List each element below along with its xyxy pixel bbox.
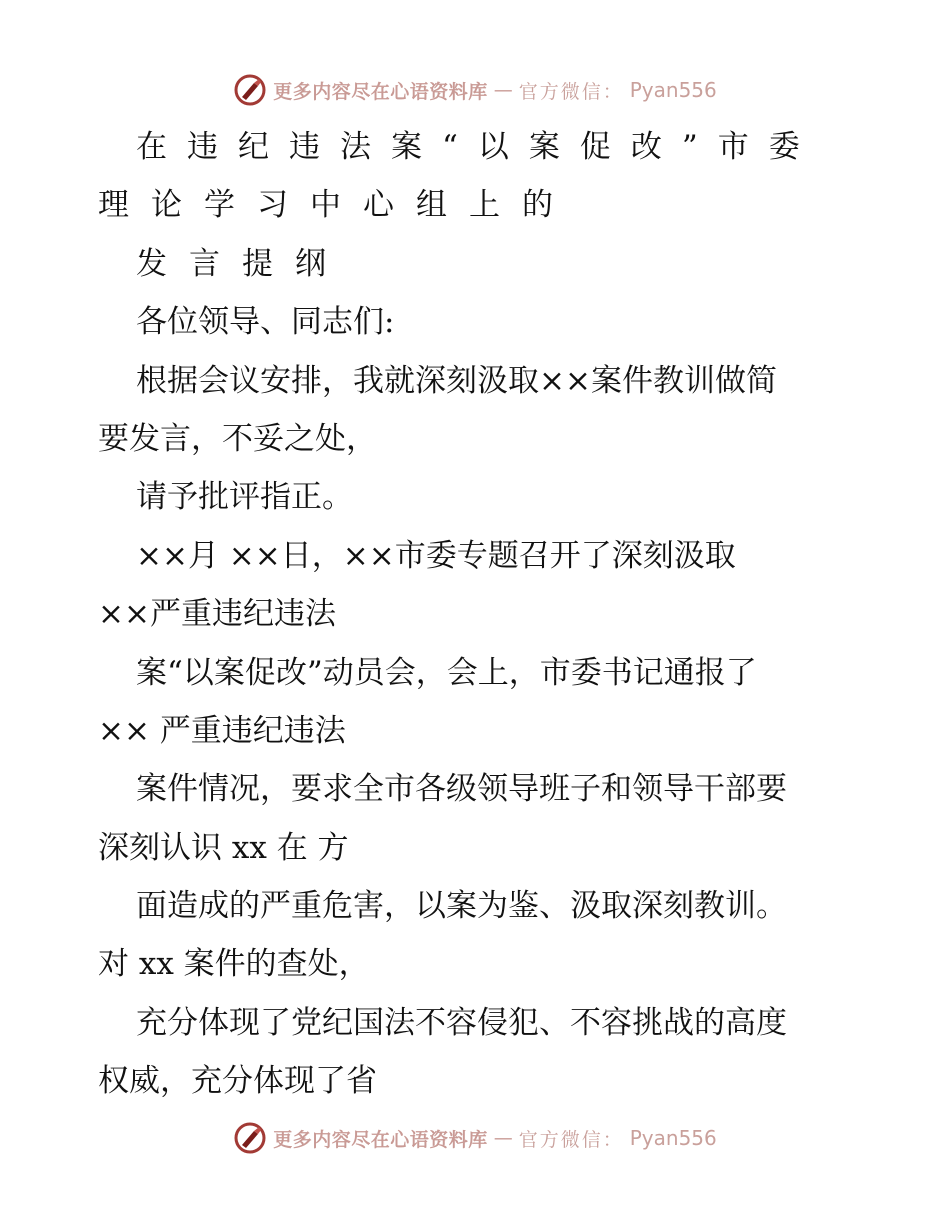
pen-logo-icon bbox=[233, 1121, 267, 1155]
paragraph-line: 根据会议安排，我就深刻汲取××案件教训做简 bbox=[136, 362, 777, 399]
paragraph-line: ×× 严重违纪违法 bbox=[98, 712, 346, 749]
paragraph-line: 充分体现了党纪国法不容侵犯、不容挑战的高度 bbox=[136, 1004, 787, 1041]
salutation-line: 各位领导、同志们: bbox=[136, 304, 395, 341]
banner-dash: — bbox=[493, 1127, 513, 1149]
paragraph-line: 面造成的严重危害，以案为鉴、汲取深刻教训。 bbox=[136, 888, 787, 925]
paragraph-line: 请予批评指正。 bbox=[136, 479, 353, 516]
banner-dash: — bbox=[493, 79, 513, 101]
paragraph-line: ××严重违纪违法 bbox=[98, 596, 336, 633]
paragraph-line: ××月 ××日，××市委专题召开了深刻汲取 bbox=[136, 537, 736, 574]
footer-banner bbox=[0, 1118, 950, 1158]
paragraph-line: 案件情况，要求全市各级领导班子和领导干部要 bbox=[136, 771, 787, 808]
paragraph-line: 要发言，不妥之处， bbox=[98, 420, 377, 457]
wechat-id: Pyan556 bbox=[629, 78, 717, 102]
paragraph-line: 案“以案促改”动员会，会上，市委书记通报了 bbox=[136, 654, 757, 691]
header-banner bbox=[0, 70, 950, 110]
title-line-1: 在违纪违法案“以案促改”市委 bbox=[136, 129, 820, 165]
title-line-3: 发言提纲 bbox=[136, 245, 348, 282]
site-name: 更多内容尽在心语资料库 bbox=[273, 1128, 488, 1151]
title-line-2: 理论学习中心组上的 bbox=[98, 187, 575, 224]
pen-logo-icon bbox=[233, 73, 267, 107]
site-name: 更多内容尽在心语资料库 bbox=[273, 80, 488, 103]
document-body bbox=[98, 118, 858, 1111]
paragraph-line: 对 xx 案件的查处， bbox=[98, 946, 370, 983]
paragraph-line: 权威，充分体现了省 bbox=[98, 1063, 377, 1100]
wechat-id: Pyan556 bbox=[629, 1126, 717, 1150]
wechat-label: 官方微信： bbox=[518, 1128, 624, 1151]
wechat-label: 官方微信： bbox=[518, 80, 624, 103]
paragraph-line: 深刻认识 xx 在 方 bbox=[98, 829, 349, 866]
